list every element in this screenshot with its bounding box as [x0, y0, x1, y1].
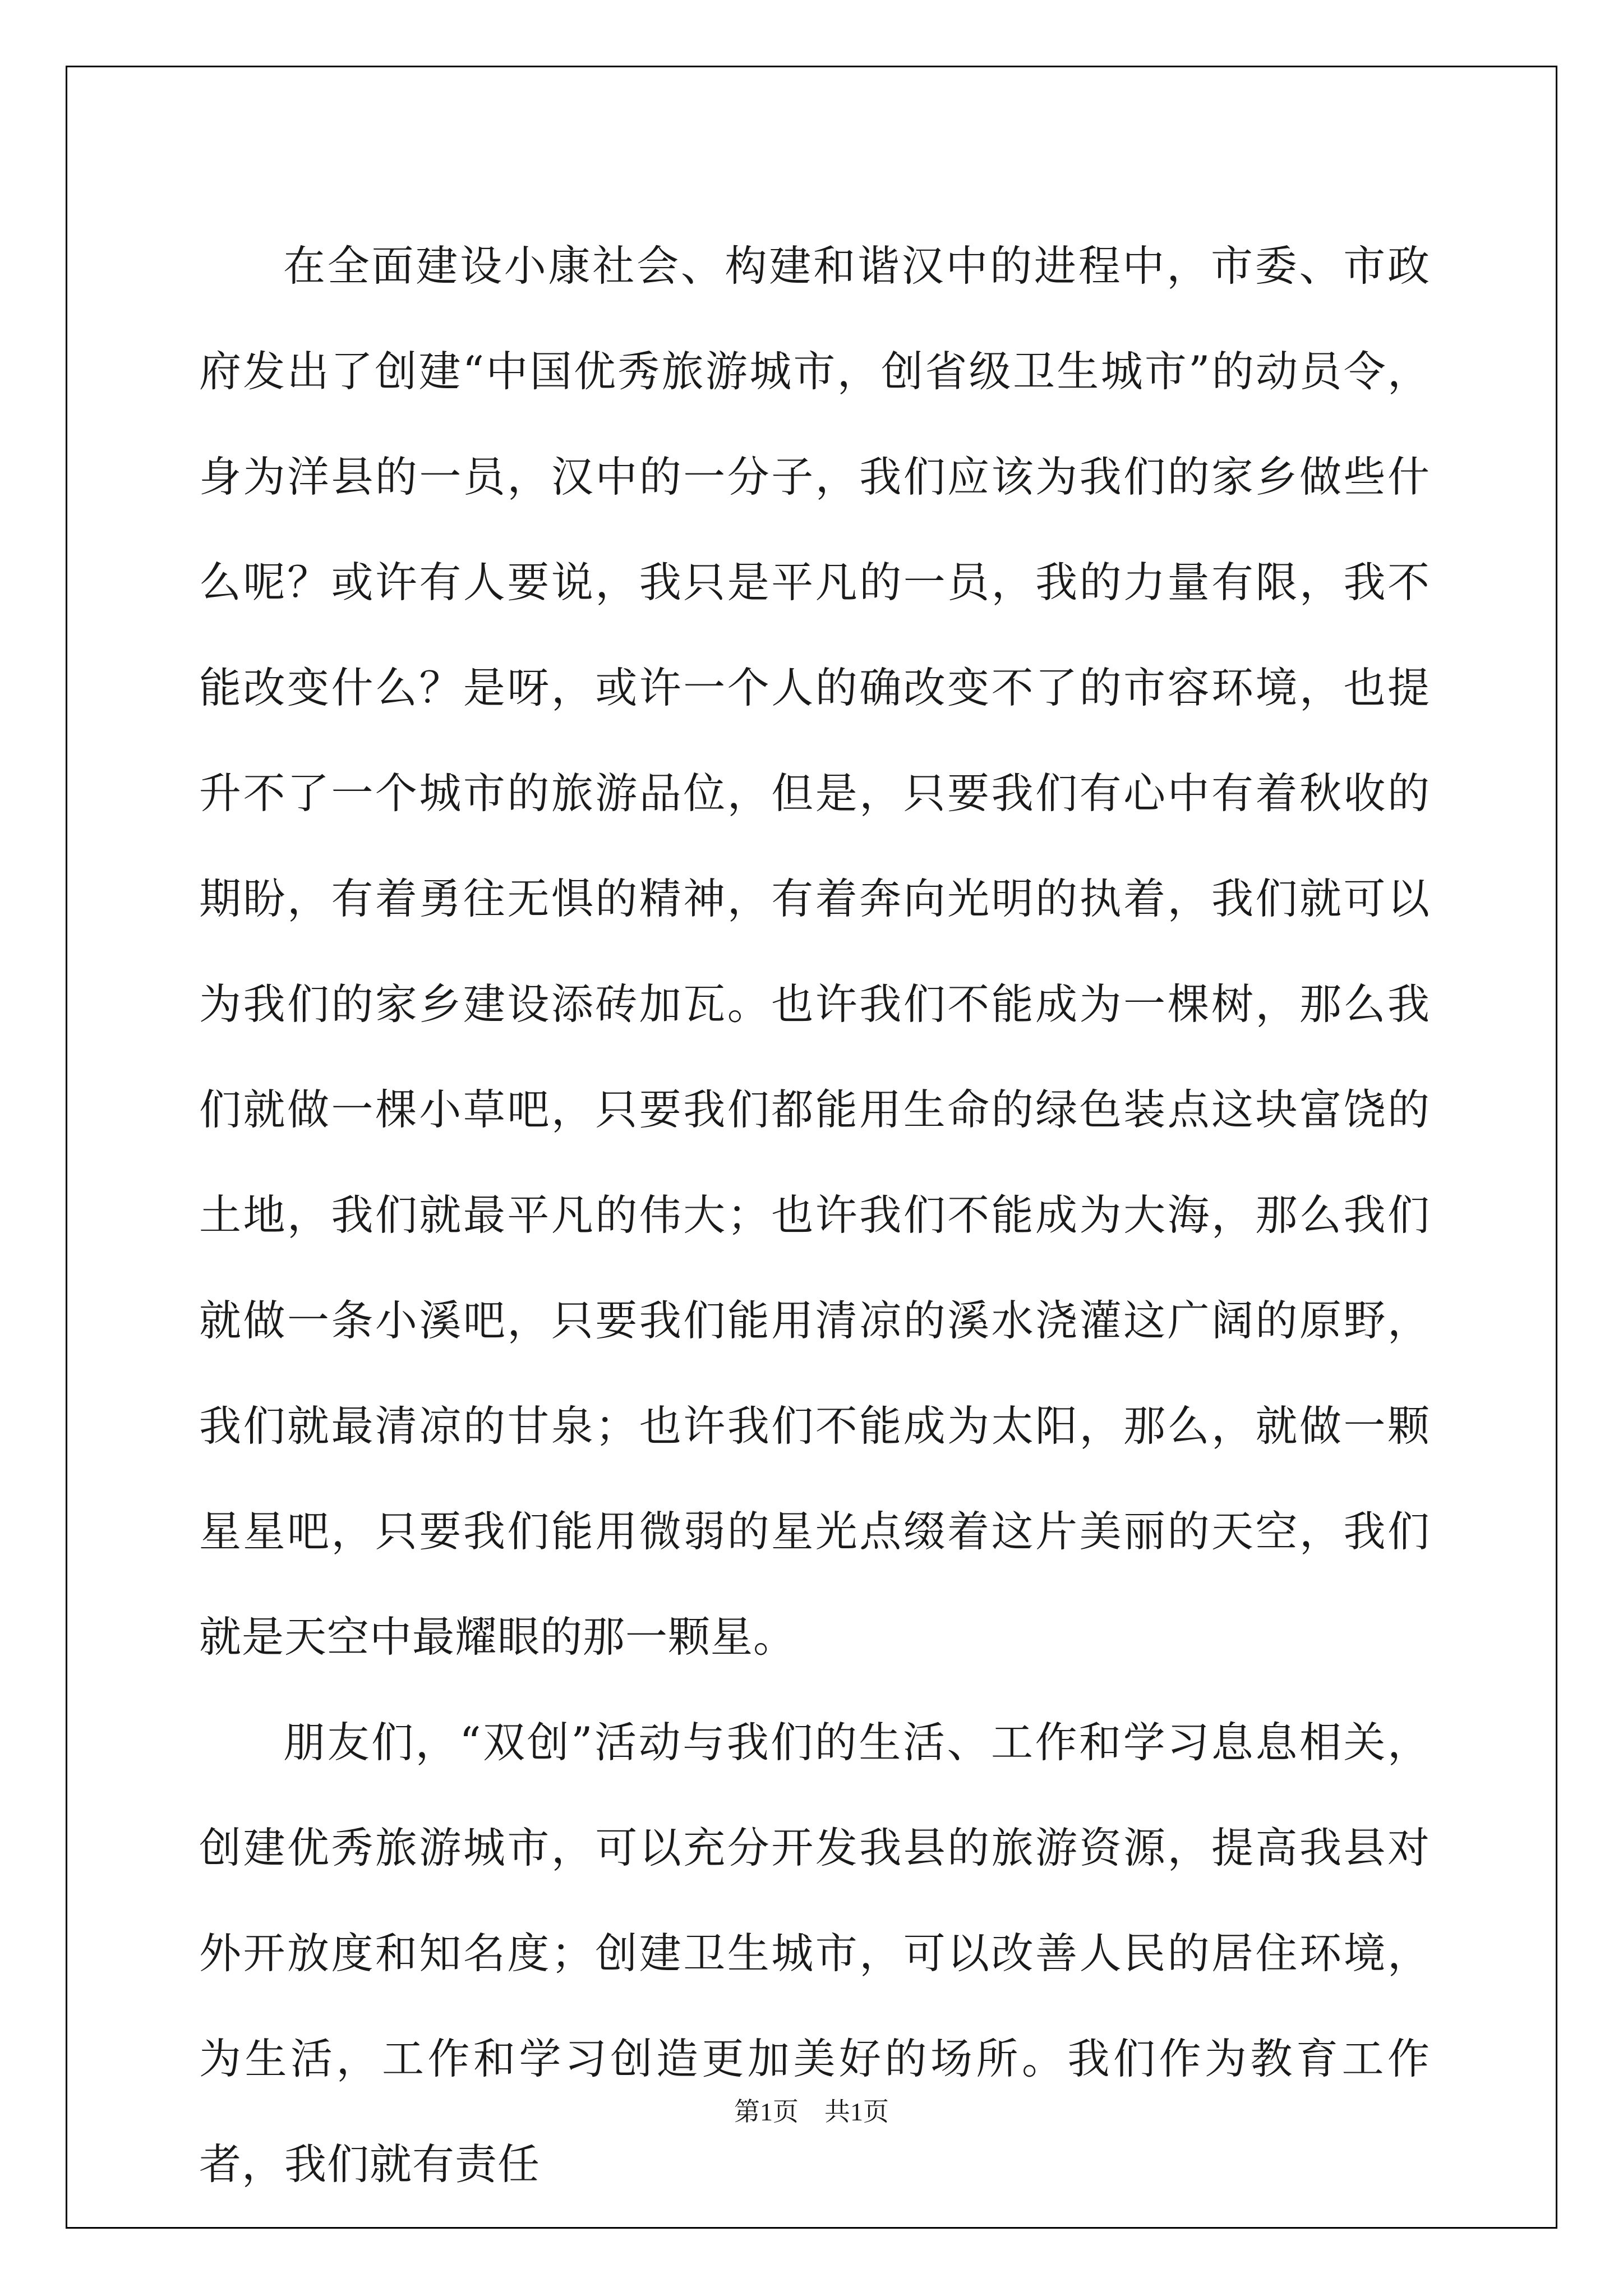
- paragraph-2: 朋友们，“双创”活动与我们的生活、工作和学习息息相关，创建优秀旅游城市，可以充分开发我县的旅游资源，提高我县对外开放度和知名度；创建卫生城市，可以改善人民的居住环境，为生活，工作和学习创造更加美好的场所。我们作为教育工作者，我们就有责任: [199, 1718, 1430, 2189]
- page-footer: 第1页 共1页: [734, 2097, 889, 2126]
- document-body: [199, 213, 1430, 2217]
- paragraph-1: 在全面建设小康社会、构建和谐汉中的进程中，市委、市政府发出了创建“中国优秀旅游城市，创省级卫生城市”的动员令，身为洋县的一员，汉中的一分子，我们应该为我们的家乡做些什么呢？或许有人要说，我只是平凡的一员，我的力量有限，我不能改变什么？是呀，或许一个人的确改变不了的市容环境，也提升不了一个城市的旅游品位，但是，只要我们有心中有着秋收的期盼，有着勇往无惧的精神，有着奔向光明的执着，我们就可以为我们的家乡建设添砖加瓦。也许我们不能成为一棵树，那么我们就做一棵小草吧，只要我们都能用生命的绿色装点这块富饶的土地，我们就最平凡的伟大；也许我们不能成为大海，那么我们就做一条小溪吧，只要我们能用清凉的溪水浇灌这广阔的原野，我们就最清凉的甘泉；也许我们不能成为太阳，那么，就做一颗星星吧，只要我们能用微弱的星光点缀着这片美丽的天空，我们就是天空中最耀眼的那一颗星。: [199, 241, 1430, 1662]
